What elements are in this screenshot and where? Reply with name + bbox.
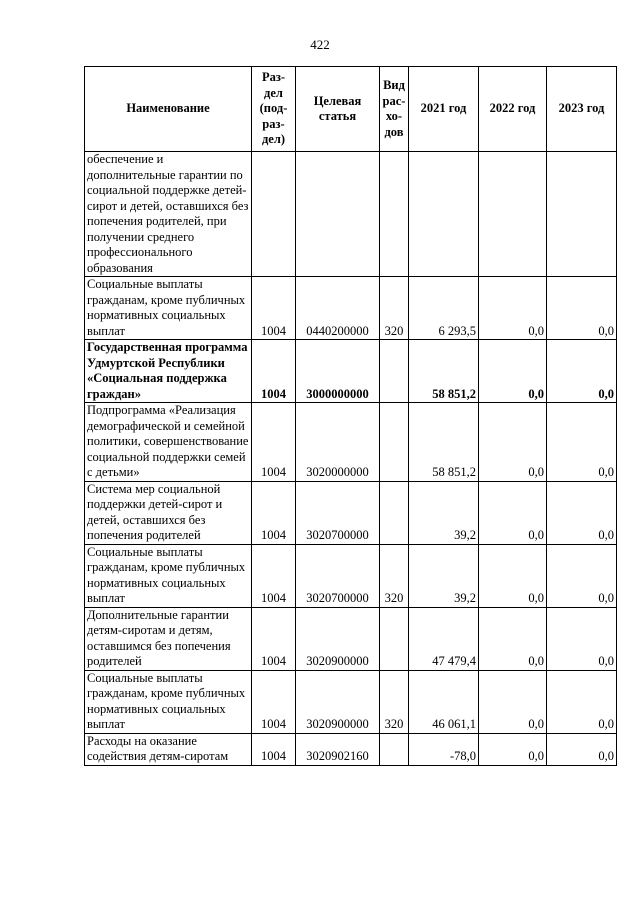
cell-2023: 0,0 [547,733,617,765]
cell-name: Социальные выплаты гражданам, кроме публичных нормативных социальных выплат [85,544,252,607]
header-2023: 2023 год [547,67,617,152]
cell-name: обеспечение и дополнительные гарантии по социальной поддержке детей-сирот и детей, оставшихся без попечения родителей, при получении среднего профессионального образования [85,152,252,277]
header-row [85,67,617,152]
cell-target: 3020902160 [296,733,380,765]
cell-2021 [409,152,479,277]
cell-2022: 0,0 [479,340,547,403]
cell-target [296,152,380,277]
page-number: 422 [310,37,330,52]
cell-kind [380,481,409,544]
cell-2021: 46 061,1 [409,670,479,733]
cell-name: Дополнительные гарантии детям-сиротам и детям, оставшимся без попечения родителей [85,607,252,670]
cell-2022: 0,0 [479,544,547,607]
cell-2023: 0,0 [547,670,617,733]
table-row [85,403,617,482]
cell-2022: 0,0 [479,733,547,765]
table-row [85,670,617,733]
header-name: Наименование [85,67,252,152]
cell-2023: 0,0 [547,544,617,607]
table-row [85,607,617,670]
cell-section: 1004 [252,403,296,482]
cell-section: 1004 [252,733,296,765]
cell-section: 1004 [252,277,296,340]
cell-section: 1004 [252,481,296,544]
cell-2021: 58 851,2 [409,403,479,482]
cell-2021: 47 479,4 [409,607,479,670]
cell-target: 3020700000 [296,481,380,544]
cell-2022: 0,0 [479,481,547,544]
cell-target: 3020900000 [296,670,380,733]
cell-name: Социальные выплаты гражданам, кроме публичных нормативных социальных выплат [85,277,252,340]
cell-kind: 320 [380,670,409,733]
cell-section: 1004 [252,607,296,670]
cell-2023: 0,0 [547,403,617,482]
cell-name: Расходы на оказание содействия детям-сиротам [85,733,252,765]
cell-2021: 58 851,2 [409,340,479,403]
cell-2022: 0,0 [479,670,547,733]
table-row [85,277,617,340]
cell-kind: 320 [380,277,409,340]
table-row [85,544,617,607]
table-row [85,481,617,544]
cell-section: 1004 [252,670,296,733]
cell-2023: 0,0 [547,277,617,340]
cell-name: Система мер социальной поддержки детей-сирот и детей, оставшихся без попечения родителей [85,481,252,544]
cell-target: 3020000000 [296,403,380,482]
cell-kind [380,607,409,670]
header-kind: Вид рас- хо- дов [380,67,409,152]
cell-section: 1004 [252,340,296,403]
cell-kind [380,403,409,482]
table-row [85,152,617,277]
cell-kind [380,152,409,277]
cell-2023 [547,152,617,277]
cell-2022: 0,0 [479,607,547,670]
header-target: Целевая статья [296,67,380,152]
header-section: Раз- дел (под- раз- дел) [252,67,296,152]
cell-name: Подпрограмма «Реализация демографической и семейной политики, совершенствование социальной поддержки семей с детьми» [85,403,252,482]
cell-name: Социальные выплаты гражданам, кроме публичных нормативных социальных выплат [85,670,252,733]
cell-target: 3020700000 [296,544,380,607]
cell-target: 3020900000 [296,607,380,670]
cell-name: Государственная программа Удмуртской Республики «Социальная поддержка граждан» [85,340,252,403]
header-2022: 2022 год [479,67,547,152]
cell-section: 1004 [252,544,296,607]
cell-2023: 0,0 [547,481,617,544]
cell-section [252,152,296,277]
table-row [85,733,617,765]
cell-2022: 0,0 [479,277,547,340]
cell-2022 [479,152,547,277]
cell-kind [380,733,409,765]
cell-target: 0440200000 [296,277,380,340]
cell-2022: 0,0 [479,403,547,482]
cell-2021: 39,2 [409,481,479,544]
cell-2023: 0,0 [547,340,617,403]
cell-kind: 320 [380,544,409,607]
cell-kind [380,340,409,403]
table-row [85,340,617,403]
cell-2023: 0,0 [547,607,617,670]
table-body [85,152,617,766]
cell-2021: 6 293,5 [409,277,479,340]
cell-2021: 39,2 [409,544,479,607]
budget-table [84,66,617,766]
cell-2021: -78,0 [409,733,479,765]
header-2021: 2021 год [409,67,479,152]
cell-target: 3000000000 [296,340,380,403]
